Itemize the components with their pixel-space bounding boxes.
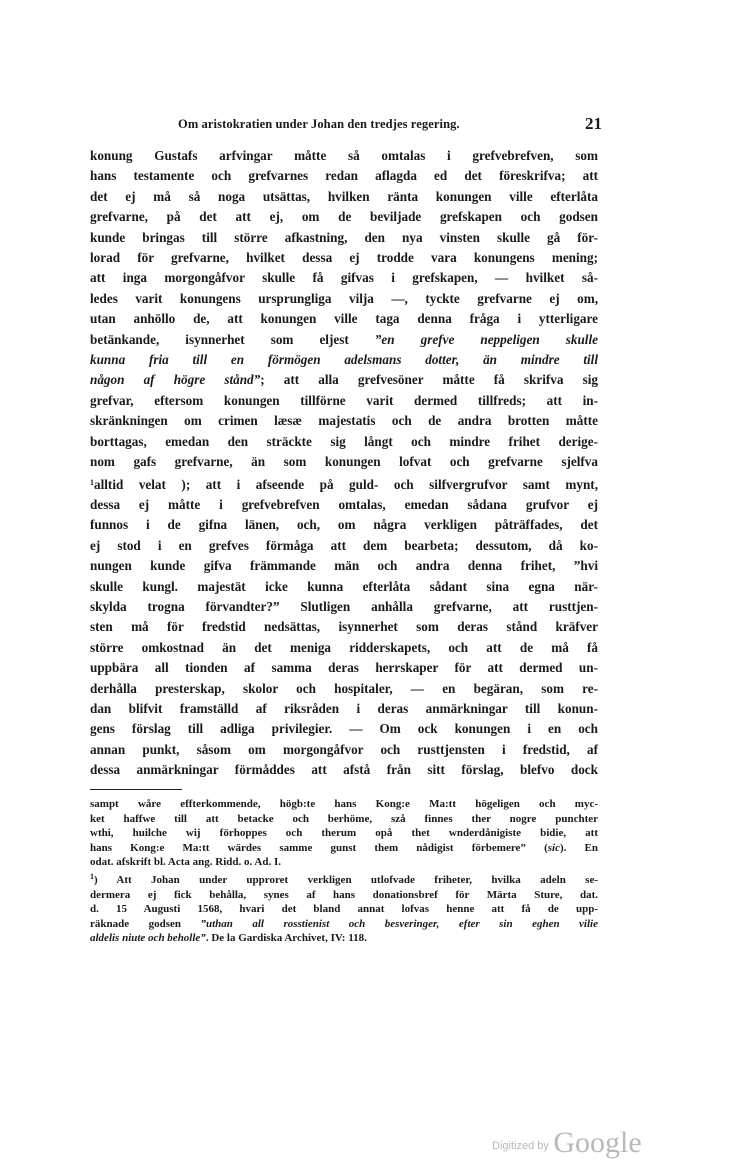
google-logo: Google <box>553 1126 642 1159</box>
page-number: 21 <box>585 114 602 133</box>
text-line: utan anhöllo de, att konungen ville taga denna fråga i ytterligare <box>90 311 598 327</box>
italic-quote: aldelis niute och beholle” <box>90 932 206 945</box>
text-run: ; att alla grefvesöner måtte få skrifva sig <box>260 372 598 388</box>
text-run: alltid velat <box>94 476 182 492</box>
text-line <box>90 370 598 390</box>
italic-quote: sic <box>547 841 560 854</box>
footnote-line: odat. afskrift bl. Acta ang. Ridd. o. Ad. I. <box>90 856 282 869</box>
text-run: . De la Gardiska Archivet, IV: 118. <box>205 932 367 945</box>
text-line: hans testamente och grefvarnes redan aflagda ed det föreskrifva; att <box>90 168 598 184</box>
text-line: skulle kungl. majestät icke kunna efterlåta sådant sina egna när- <box>90 578 598 594</box>
footnotes <box>90 797 598 946</box>
footnote-line: dermera ej fick behålla, synes af hans donationsbref för Märta Sture, dat. <box>90 888 598 901</box>
text-line: att inga morgongåfvor skulle få gifvas i grefskapen, — hvilket så- <box>90 270 598 286</box>
text-run: ). En <box>559 841 598 854</box>
italic-quote: ”uthan all rosstienist och besveringer, efter sin eghen vilie <box>200 917 598 930</box>
text-line <box>90 473 598 495</box>
text-line: konung Gustafs arfvingar måtte så omtalas i grefvebrefven, som <box>90 148 598 163</box>
text-line: borttagas, emedan den sträckte sig långt och mindre frihet derige- <box>90 433 598 449</box>
text-run: betänkande, isynnerhet som eljest <box>90 331 375 347</box>
text-line: sten må för fredstid nedsättas, isynnerhet som deras stånd kräfver <box>90 619 598 635</box>
text-line: nom gafs grefvarne, än som konungen lofvat och grefvarne sjelfva <box>90 454 598 470</box>
text-line: ledes varit konungens ursprungliga vilja —, tyckte grefvarne ej om, <box>90 290 598 306</box>
footnote-rule <box>90 789 182 790</box>
text-line: dan blifvit framställd af riksråden i deras anmärkningar till konun- <box>90 700 598 716</box>
text-line: det ej må så noga utsättas, hvilken ränta konungen ville efterlåta <box>90 188 598 204</box>
running-header <box>90 114 602 135</box>
main-text <box>90 146 598 781</box>
text-line: gens förslag till adliga privilegier. — Om ock konungen i en och <box>90 721 598 737</box>
footnote-line: d. 15 Augusti 1568, hvari det bland annat lofvas henne att få de upp- <box>90 903 598 916</box>
text-line: nungen kunde gifva främmande män och andra denna frihet, ”hvi <box>90 558 598 574</box>
footnote-line <box>90 931 598 946</box>
text-line: dessa anmärkningar förmåddes att afstå från sitt förslag, blefvo dock <box>90 762 598 778</box>
text-line <box>90 350 598 370</box>
digitization-watermark <box>492 1126 642 1160</box>
footnote-line <box>90 870 598 888</box>
text-line: skylda trogna förvandter?” Slutligen anhålla grefvarne, att rusttjen- <box>90 598 598 614</box>
text-line: skränkningen om crimen læsæ majestatis och de andra brotten måtte <box>90 413 598 429</box>
text-line: uppbära all tionden af samma deras herrskaper för att dermed un- <box>90 660 598 676</box>
footnote-marker: 1 <box>90 477 94 487</box>
italic-quote: någon af högre stånd” <box>90 372 261 388</box>
footnote-line: wthi, huilche wij förhoppes och therum opå thet wnderdånigiste bidie, att <box>90 827 598 840</box>
text-line: funnos i de gifna länen, och, om några verkligen påträffades, det <box>90 517 598 533</box>
watermark-prefix: Digitized by <box>492 1140 549 1152</box>
text-line: lorad för grefvarne, hvilket dessa ej trodde vara konungens mening; <box>90 250 598 266</box>
running-title: Om aristokratien under Johan den tredjes regering. <box>178 117 460 131</box>
footnote-marker: 1 <box>90 871 94 881</box>
text-run: hans Kong:e Ma:tt wärdes samme gunst them nådigist förbemere” ( <box>90 841 548 854</box>
text-line: grefvarne, på det att ej, om de beviljade grefskapen och godsen <box>90 209 598 225</box>
italic-quote: ”en grefve neppeligen skulle <box>374 331 598 347</box>
footnote-line: sampt wåre effterkommende, högb:te hans Kong:e Ma:tt högeligen och myc- <box>90 798 598 810</box>
text-line: annan punkt, såsom om morgongåfvor och rusttjensten i fredstid, af <box>90 741 598 757</box>
text-run: ); att i afseende på guld- och silfvergrufvor samt mynt, <box>181 476 598 492</box>
text-line: derhålla presterskap, skolor och hospitaler, — en begäran, som re- <box>90 680 598 696</box>
text-line: grefvar, eftersom konungen tillförne varit dermed tillfreds; att in- <box>90 392 598 408</box>
text-line: kunde bringas till större afkastning, den nya vinsten skulle gå för- <box>90 229 598 245</box>
footnote-line <box>90 917 598 932</box>
text-line: större omkostnad än det meniga ridderskapets, och att de må få <box>90 639 598 655</box>
text-run: räknade godsen <box>90 917 201 930</box>
text-run: ) Att Johan under upproret verkligen utlofvade friheter, hvilka adeln se- <box>94 873 598 886</box>
footnote-line: ket haffwe till att betacke och berhöme, szå finnes ther nogre punchter <box>90 812 598 825</box>
footnote-line <box>90 841 598 856</box>
italic-quote: kunna fria till en förmögen adelsmans dotter, än mindre till <box>90 352 598 368</box>
text-line: dessa ej måtte i grefvebrefven omtalas, emedan sådana grufvor ej <box>90 496 598 512</box>
text-line <box>90 330 598 350</box>
text-line: ej stod i en grefves förmåga att dem bearbeta; dessutom, då ko- <box>90 537 598 553</box>
